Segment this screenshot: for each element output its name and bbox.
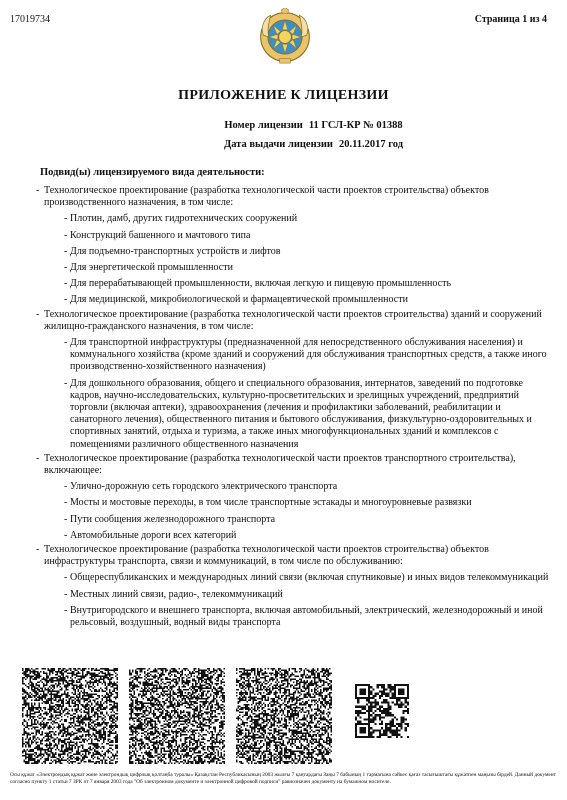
activity-group-text: - Технологическое проектирование (разработка технологической части проектов строительства) зданий и сооружений жилищно-гражданского назначения, в том числе: bbox=[34, 309, 554, 333]
activity-group-text: - Технологическое проектирование (разработка технологической части проектов транспортного строительства), включающее: bbox=[34, 453, 554, 477]
activity-group bbox=[34, 309, 554, 451]
activity-group-text: - Технологическое проектирование (разработка технологической части проектов строительства) объектов инфраструктуры транспорта, связи и коммуникаций, в том числе по обслуживанию: bbox=[34, 544, 554, 568]
activity-item: - Для дошкольного образования, общего и специального образования, интернатов, заведений по подготовке кадров, научно-исследовательских, культурно-просветительских и зрелищных учреждений, предприятий торговли (включая аптеки), здравоохранения (лечения и профилактики заболеваний, реабилитации и санаторного лечения), общественного питания и бытового обслуживания, физкультурно-оздоровительных и спортивных занятий, отдыха и туризма, а также иных многофункциональных зданий и комплексов с помещениями различного общественного назначения bbox=[34, 378, 554, 451]
signature-barcode-2 bbox=[127, 668, 227, 764]
state-emblem-icon bbox=[258, 8, 312, 66]
license-number-line bbox=[0, 120, 567, 131]
license-number-value: 11 ГСЛ-КР № 01388 bbox=[308, 120, 403, 131]
activity-group bbox=[34, 544, 554, 629]
page-title: ПРИЛОЖЕНИЕ К ЛИЦЕНЗИИ bbox=[178, 88, 389, 103]
activity-item: - Для медицинской, микробиологической и фармацевтической промышленности bbox=[34, 294, 554, 306]
activity-item: - Плотин, дамб, других гидротехнических сооружений bbox=[34, 213, 554, 225]
activity-item: - Местных линий связи, радио-, телекоммуникаций bbox=[34, 589, 554, 601]
legal-footer: Осы құжат «Электрондық құжат және электрондық цифрлық қолтаңба туралы» Қазақстан Республикасының 2003 жылғы 7 қаңтардағы Заңы 7 бабының 1 тармағына сәйкес қағаз тасығыштағы құжатпен маңызы бірдей. Данный документ согласно пункту 1 статьи 7 ЗРК от 7 января 2003 года "Об электронном документе и электронной цифровой подписи" равнозначен документу на бумажном носителе. bbox=[10, 772, 556, 785]
activity-group bbox=[34, 185, 554, 307]
activity-item: - Внутригородского и внешнего транспорта, включая автомобильный, электрический, железнодорожный и иной рельсовый, воздушный, водный виды транспорта bbox=[34, 605, 554, 629]
license-date-value: 20.11.2017 год bbox=[338, 139, 404, 150]
activity-item: - Конструкций башенного и мачтового типа bbox=[34, 230, 554, 242]
activity-group-text: - Технологическое проектирование (разработка технологической части проектов строительства) объектов производственного назначения, в том числе: bbox=[34, 185, 554, 209]
activity-group bbox=[34, 453, 554, 542]
license-date-label: Дата выдачи лицензии bbox=[223, 139, 333, 150]
signature-barcode-1 bbox=[20, 668, 120, 764]
activity-item: - Для энергетической промышленности bbox=[34, 262, 554, 274]
license-number-label: Номер лицензии bbox=[224, 120, 303, 131]
activity-item: - Пути сообщения железнодорожного транспорта bbox=[34, 514, 554, 526]
activity-item: - Мосты и мостовые переходы, в том числе транспортные эстакады и многоуровневые развязки bbox=[34, 497, 554, 509]
activity-item: - Для транспортной инфраструктуры (предназначенной для непосредственного обслуживания населения) и коммунального хозяйства (кроме зданий и сооружений для обслуживания транспортных средств, а также иного производственно-хозяйственного назначения) bbox=[34, 337, 554, 374]
page-counter: Страница 1 из 4 bbox=[474, 14, 547, 25]
activity-item: - Общереспубликанских и международных линий связи (включая спутниковые) и иных видов телекоммуникаций bbox=[34, 572, 554, 584]
activity-item: - Для подъемно-транспортных устройств и лифтов bbox=[34, 246, 554, 258]
activity-item: - Для перерабатывающей промышленности, включая легкую и пищевую промышленность bbox=[34, 278, 554, 290]
document-number: 17019734 bbox=[10, 14, 50, 25]
activity-item: - Улично-дорожную сеть городского электрического транспорта bbox=[34, 481, 554, 493]
section-title: Подвид(ы) лицензируемого вида деятельности: bbox=[40, 167, 265, 178]
activity-list bbox=[34, 185, 554, 631]
activity-item: - Автомобильные дороги всех категорий bbox=[34, 530, 554, 542]
license-date-line bbox=[0, 139, 567, 150]
signature-barcode-3 bbox=[234, 668, 334, 764]
qr-code-icon bbox=[355, 684, 409, 738]
